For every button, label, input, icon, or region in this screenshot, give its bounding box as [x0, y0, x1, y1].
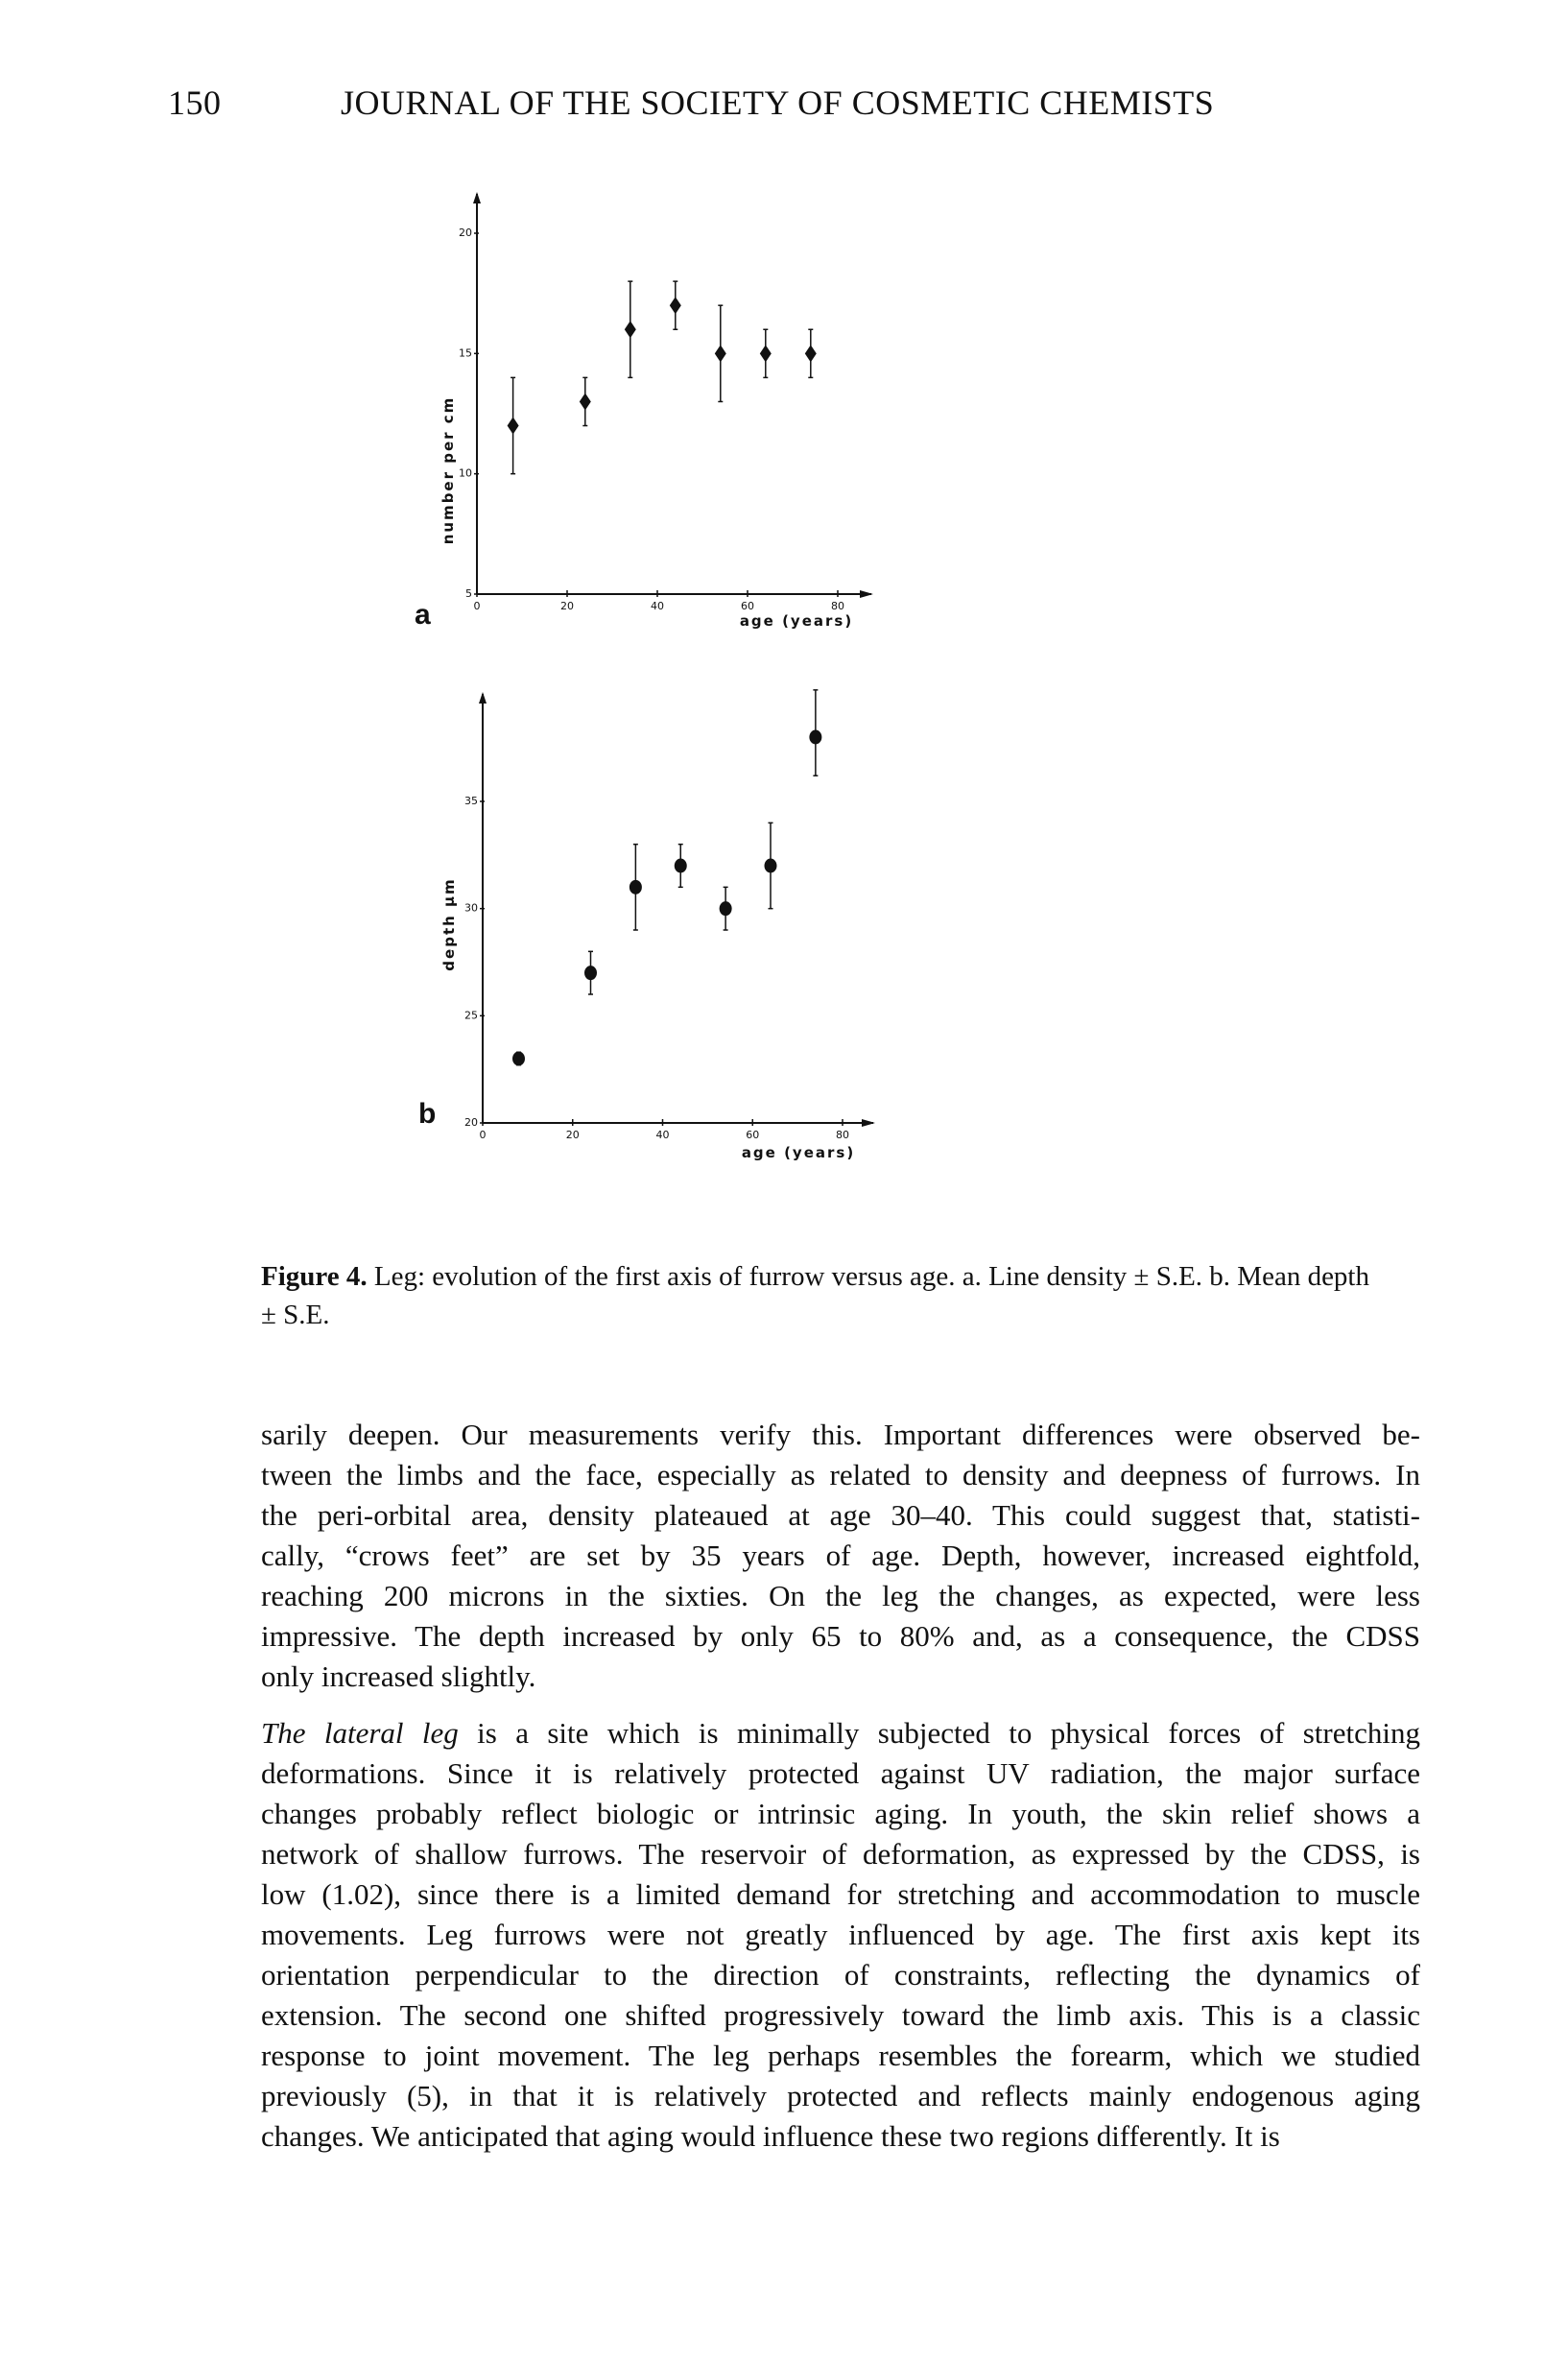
- x-tick-label: 40: [651, 600, 664, 612]
- line-text: changes probably reflect biologic or intrinsic aging. In youth, the skin relief shows a: [261, 1797, 1420, 1830]
- paragraph-1: [261, 1415, 1420, 1697]
- line-text: low (1.02), since there is a limited demand for stretching and accommodation to muscle: [261, 1877, 1420, 1911]
- data-point: [670, 297, 681, 314]
- paragraph-line: [261, 1915, 1420, 1955]
- data-point: [512, 1052, 525, 1066]
- y-tick-label: 30: [464, 901, 478, 915]
- y-tick-label: 20: [464, 1116, 478, 1129]
- paragraph-line: [261, 2036, 1420, 2076]
- chart-b-mean-depth: [418, 690, 875, 1161]
- x-axis-arrow: [862, 1119, 875, 1127]
- line-text: orientation perpendicular to the direction of constraints, reflecting the dynamics of: [261, 1958, 1420, 1992]
- paragraph-line: [261, 1754, 1420, 1794]
- paragraph-line: [261, 2116, 1420, 2157]
- line-text: changes. We anticipated that aging would influence these two regions differently. It is: [261, 2119, 1280, 2153]
- x-tick-label: 80: [831, 600, 844, 612]
- line-text: extension. The second one shifted progressively toward the limb axis. This is a classic: [261, 1998, 1420, 2032]
- y-tick-label: 35: [464, 795, 478, 807]
- data-point: [760, 345, 772, 362]
- data-point: [765, 859, 777, 873]
- data-point: [580, 393, 591, 410]
- y-axis-label: depth µm: [440, 877, 458, 971]
- paragraph-line: [261, 1874, 1420, 1915]
- chart-a-line-density: [415, 192, 873, 631]
- y-tick-label: 5: [465, 587, 472, 600]
- line-text: is a site which is minimally subjected to physical forces of stretching: [458, 1716, 1420, 1750]
- line-text: reaching 200 microns in the sixties. On the leg the changes, as expected, were less: [261, 1579, 1420, 1612]
- paragraph-line: [261, 1536, 1420, 1576]
- x-tick-label: 60: [741, 600, 754, 612]
- page-number: 150: [168, 84, 222, 122]
- line-text: movements. Leg furrows were not greatly influenced by age. The first axis kept its: [261, 1918, 1420, 1951]
- data-point: [675, 859, 687, 873]
- paragraph-2: [261, 1713, 1420, 2157]
- paragraph-line: [261, 1495, 1420, 1536]
- line-text: the peri-orbital area, density plateaued at age 30–40. This could suggest that, statisti-: [261, 1498, 1420, 1532]
- paragraph-line: [261, 1657, 1420, 1697]
- y-axis-label: number per cm: [440, 395, 457, 545]
- paragraph-line: [261, 1415, 1420, 1455]
- data-point: [508, 418, 519, 435]
- paragraph-line: [261, 1995, 1420, 2036]
- x-axis-arrow: [860, 590, 873, 598]
- y-tick-label: 10: [459, 466, 472, 480]
- y-tick-label: 20: [459, 227, 472, 239]
- x-axis-label: age (years): [741, 1144, 856, 1161]
- x-tick-label: 20: [560, 600, 574, 612]
- x-tick-label: 60: [746, 1129, 760, 1141]
- caption-text-2: ± S.E.: [261, 1300, 330, 1330]
- y-axis-arrow: [479, 692, 487, 704]
- x-tick-label: 20: [565, 1129, 580, 1141]
- line-text: response to joint movement. The leg perhaps resembles the forearm, which we studied: [261, 2039, 1420, 2072]
- line-text: network of shallow furrows. The reservoir of deformation, as expressed by the CDSS, is: [261, 1837, 1420, 1871]
- line-text: tween the limbs and the face, especially as related to density and deepness of furrows. In: [261, 1458, 1420, 1491]
- caption-text: Leg: evolution of the first axis of furrow versus age. a. Line density ± S.E. b. Mean depth: [373, 1261, 1369, 1292]
- data-point: [625, 321, 636, 338]
- paragraph-line: [261, 1576, 1420, 1616]
- x-tick-label: 40: [655, 1129, 670, 1141]
- paragraph-line: [261, 2076, 1420, 2116]
- x-tick-label: 0: [479, 1129, 487, 1141]
- paragraph-line: [261, 1955, 1420, 1995]
- paragraph-line: [261, 1794, 1420, 1834]
- panel-label: a: [415, 599, 431, 631]
- caption-label: Figure 4.: [261, 1261, 368, 1292]
- y-axis-arrow: [473, 192, 481, 203]
- paragraph-line: [261, 1713, 1420, 1754]
- paragraph-line: [261, 1455, 1420, 1495]
- line-text: cally, “crows feet” are set by 35 years of age. Depth, however, increased eightfold,: [261, 1539, 1420, 1572]
- data-point: [809, 730, 821, 745]
- line-text: only increased slightly.: [261, 1659, 536, 1693]
- line-text: previously (5), in that it is relatively protected and reflects mainly endogenous aging: [261, 2079, 1420, 2112]
- data-point: [715, 345, 726, 362]
- x-tick-label: 80: [836, 1129, 849, 1141]
- paragraph-line: [261, 1616, 1420, 1657]
- x-tick-label: 0: [473, 600, 481, 612]
- y-tick-label: 15: [459, 346, 472, 360]
- panel-label: b: [418, 1098, 437, 1130]
- italic-lead: The lateral leg: [261, 1716, 459, 1750]
- data-point: [805, 345, 817, 362]
- running-header: JOURNAL OF THE SOCIETY OF COSMETIC CHEMISTS: [341, 84, 1215, 122]
- data-point: [584, 966, 597, 980]
- paragraph-line: [261, 1834, 1420, 1874]
- figure-caption: [261, 1257, 1420, 1334]
- line-text: impressive. The depth increased by only 65 to 80% and, as a consequence, the CDSS: [261, 1619, 1420, 1653]
- line-text: deformations. Since it is relatively protected against UV radiation, the major surface: [261, 1756, 1420, 1790]
- x-axis-label: age (years): [739, 612, 854, 630]
- y-tick-label: 25: [464, 1009, 478, 1022]
- line-text: sarily deepen. Our measurements verify this. Important differences were observed be-: [261, 1418, 1420, 1451]
- data-point: [630, 880, 642, 895]
- data-point: [720, 901, 732, 916]
